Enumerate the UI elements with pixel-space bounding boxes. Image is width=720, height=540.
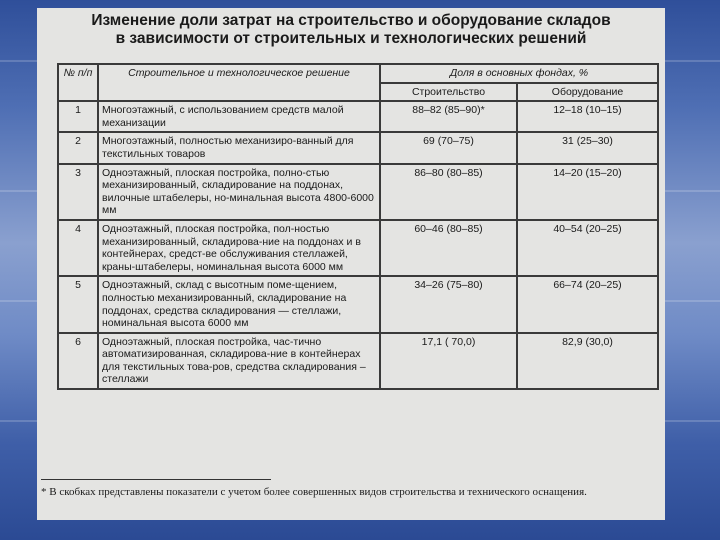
row-equipment: 31 (25–30) xyxy=(517,132,658,163)
row-num: 5 xyxy=(58,276,98,332)
row-solution: Одноэтажный, склад с высотным поме-щением, полностью механизированный, складирование на поддонах, средства складирования — стеллажи, номинальная высота 6000 мм xyxy=(98,276,380,332)
table-row xyxy=(58,333,658,389)
row-num: 3 xyxy=(58,164,98,220)
row-num: 6 xyxy=(58,333,98,389)
row-num: 1 xyxy=(58,101,98,132)
row-equipment: 40–54 (20–25) xyxy=(517,220,658,276)
row-equipment: 82,9 (30,0) xyxy=(517,333,658,389)
row-construction: 60–46 (80–85) xyxy=(380,220,517,276)
footnote: * В скобках представлены показатели с учетом более совершенных видов строительства и технического оснащения. xyxy=(41,486,587,498)
row-num: 4 xyxy=(58,220,98,276)
row-num: 2 xyxy=(58,132,98,163)
row-equipment: 14–20 (15–20) xyxy=(517,164,658,220)
header-construction: Строительство xyxy=(380,83,517,102)
row-equipment: 66–74 (20–25) xyxy=(517,276,658,332)
table-row xyxy=(58,132,658,163)
row-solution: Многоэтажный, полностью механизиро-ванный для текстильных товаров xyxy=(98,132,380,163)
row-construction: 17,1 ( 70,0) xyxy=(380,333,517,389)
row-solution: Многоэтажный, с использованием средств малой механизации xyxy=(98,101,380,132)
row-solution: Одноэтажный, плоская постройка, пол-ностью механизированный, складирова-ние на поддонах и в контейнерах, средст-ве обслуживания стеллажей, краны-штабелеры, номинальная высота 6000 мм xyxy=(98,220,380,276)
table-row xyxy=(58,276,658,332)
header-equipment: Оборудование xyxy=(517,83,658,102)
row-construction: 69 (70–75) xyxy=(380,132,517,163)
table-row xyxy=(58,164,658,220)
header-share: Доля в основных фондах, % xyxy=(380,64,658,83)
row-solution: Одноэтажный, плоская постройка, полно-стью механизированный, складирование на поддонах, вилочные штабелеры, но-минальная высота 4800-6000 мм xyxy=(98,164,380,220)
row-construction: 86–80 (80–85) xyxy=(380,164,517,220)
title-line-1: Изменение доли затрат на строительство и оборудование складов xyxy=(91,12,611,29)
footnote-divider xyxy=(41,479,271,480)
cost-share-table xyxy=(57,63,659,390)
table-row xyxy=(58,101,658,132)
row-solution: Одноэтажный, плоская постройка, час-тично автоматизированная, складирова-ние в контейнерах для текстильных това-ров, средства складирования – стеллажи xyxy=(98,333,380,389)
row-construction: 34–26 (75–80) xyxy=(380,276,517,332)
row-equipment: 12–18 (10–15) xyxy=(517,101,658,132)
header-num: № п/п xyxy=(58,64,98,101)
table-row xyxy=(58,220,658,276)
title-line-2: в зависимости от строительных и технологических решений xyxy=(115,30,587,47)
table-header-row xyxy=(58,64,658,83)
header-solution: Строительное и технологическое решение xyxy=(98,64,380,101)
row-construction: 88–82 (85–90)* xyxy=(380,101,517,132)
page-title xyxy=(37,12,665,48)
slide xyxy=(37,8,665,520)
